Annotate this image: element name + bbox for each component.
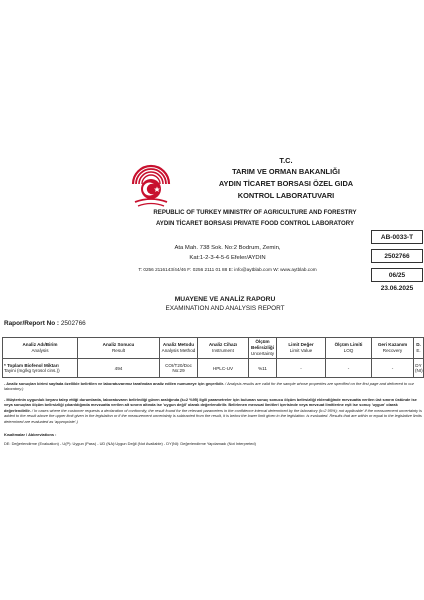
col-header-recovery: Geri Kazanım Recovery [372, 338, 414, 359]
address-line2: Kat:1-2-3-4-5-6 Efeler/AYDIN [189, 255, 266, 261]
note-validity: - Analiz sonuçları birimi sayfada özellikle belirtilen ve laboratuvarımız tarafından analiz edilen numuneye için geçerlidir. / Analysis results are valid for the sample whose properties are specified on the first page and delivered to our laboratory.) [4, 381, 414, 392]
header-lab-line2: KONTROL LABORATUVARI [237, 191, 335, 200]
header-lab-line1: AYDIN TİCARET BORSASI ÖZEL GIDA [218, 179, 354, 188]
report-title-tr: MUAYENE VE ANALİZ RAPORU [174, 296, 276, 303]
cell-result: 494 [78, 359, 160, 378]
header-tc: T.C. [279, 156, 293, 165]
cell-evaluation: DY (NI) [414, 359, 424, 378]
col-header-uncertainty: Ölçüm Belirsizliği Uncertainty [249, 338, 277, 359]
cell-limit: - [277, 359, 326, 378]
note-conformity: - Müşterinin uygunluk beyanı talep ettiği durumlarda, laboratuvarın belirlediği güven aralığında (k=2 %95) ilgili parametreler için bulunan sonuç sonucu ölçüm belirsizliği eklendiğinde mevzuatta verilen üst sınırın üstünde ise veya sonuçtan ölçüm belirsizliği çıkarıldığında mevzuatta verilen alt sınırın altında ise 'uygun değil' olarak değerlendirilir. Belirlenen mevzuat limitleri içerisinde veya mevzuat limitlerine eşit ise sonuç 'uygun' olarak değerlendirilir. / In cases where the customer requests a declaration of conformity, the result found for the relevant parameters in the confidence interval determined by the laboratory (k=2 95%); not applicable' if the measurement uncertainty is added to the result above the upper limit given in the legislation or if the measurement uncertainty is subtracted from the result, it is below the lower limit given in the legislation. is evaluated. Results that are within or equal to the legislative limits determined are evaluated as 'appropriate'.) [4, 397, 422, 424]
report-number-line [4, 320, 86, 327]
col-header-limit: Limit Değer Limit Value [277, 338, 326, 359]
ministry-logo [127, 150, 175, 210]
cell-uncertainty: %11 [249, 359, 277, 378]
col-header-method: Analiz Metodu Analysis Method [160, 338, 198, 359]
cell-method: COI/T20/Doc No:29 [160, 359, 198, 378]
address-contact: T: 0256 2116143/44/46 F: 0256 2111 01 88 E: info@aytblab.com W: www.aytblab.com [138, 267, 317, 272]
col-header-instrument: Analiz Cihazı Instrument [198, 338, 249, 359]
results-table [2, 337, 424, 378]
header-en-lab: AYDIN TİCARET BORSASI PRIVATE FOOD CONTROL LABORATORY [155, 220, 355, 227]
abbreviations-line: DE: Değerlendirme (Evaluation) - U(P): Uygun (Pass) - UD (NA):Uygun Değil (Not Available) - DY(NI): Değerlendirme Yapılamadı (Not Interpreted) [4, 441, 256, 446]
report-number-label: Rapor/Report No : [4, 320, 60, 327]
col-header-loq: Ölçüm Limiti LOQ [326, 338, 372, 359]
period-box: 06/25 [371, 268, 423, 282]
abbreviations-label: Kısaltmalar / Abbreviations : [4, 432, 57, 437]
cell-analysis: * Toplam Biofenol Miktarı Tayini (mg/kg tyrosol cins.)) [3, 359, 78, 378]
table-header-row [3, 338, 424, 359]
accreditation-code-box: AB-0033-T [371, 230, 423, 244]
table-row [3, 359, 424, 378]
cell-recovery: - [372, 359, 414, 378]
report-number-value: 2502766 [60, 320, 86, 327]
col-header-analysis: Analiz Adı/Birim Analysis [3, 338, 78, 359]
col-header-result: Analiz Sonucu Result [78, 338, 160, 359]
report-date: 23.06.2025 [380, 285, 414, 292]
address-line1: Ata Mah. 738 Sok. No:2 Bodrum, Zemin, [174, 245, 281, 251]
col-header-evaluation: D. E. [414, 338, 424, 359]
cell-instrument: HPLC-UV [198, 359, 249, 378]
cell-loq: - [326, 359, 372, 378]
header-en-ministry: REPUBLIC OF TURKEY MINISTRY OF AGRICULTURE AND FORESTRY [153, 209, 357, 216]
header-ministry: TARIM VE ORMAN BAKANLIĞI [232, 167, 340, 176]
report-number-box: 2502766 [371, 249, 423, 263]
report-title-en: EXAMINATION AND ANALYSIS REPORT [165, 305, 285, 312]
